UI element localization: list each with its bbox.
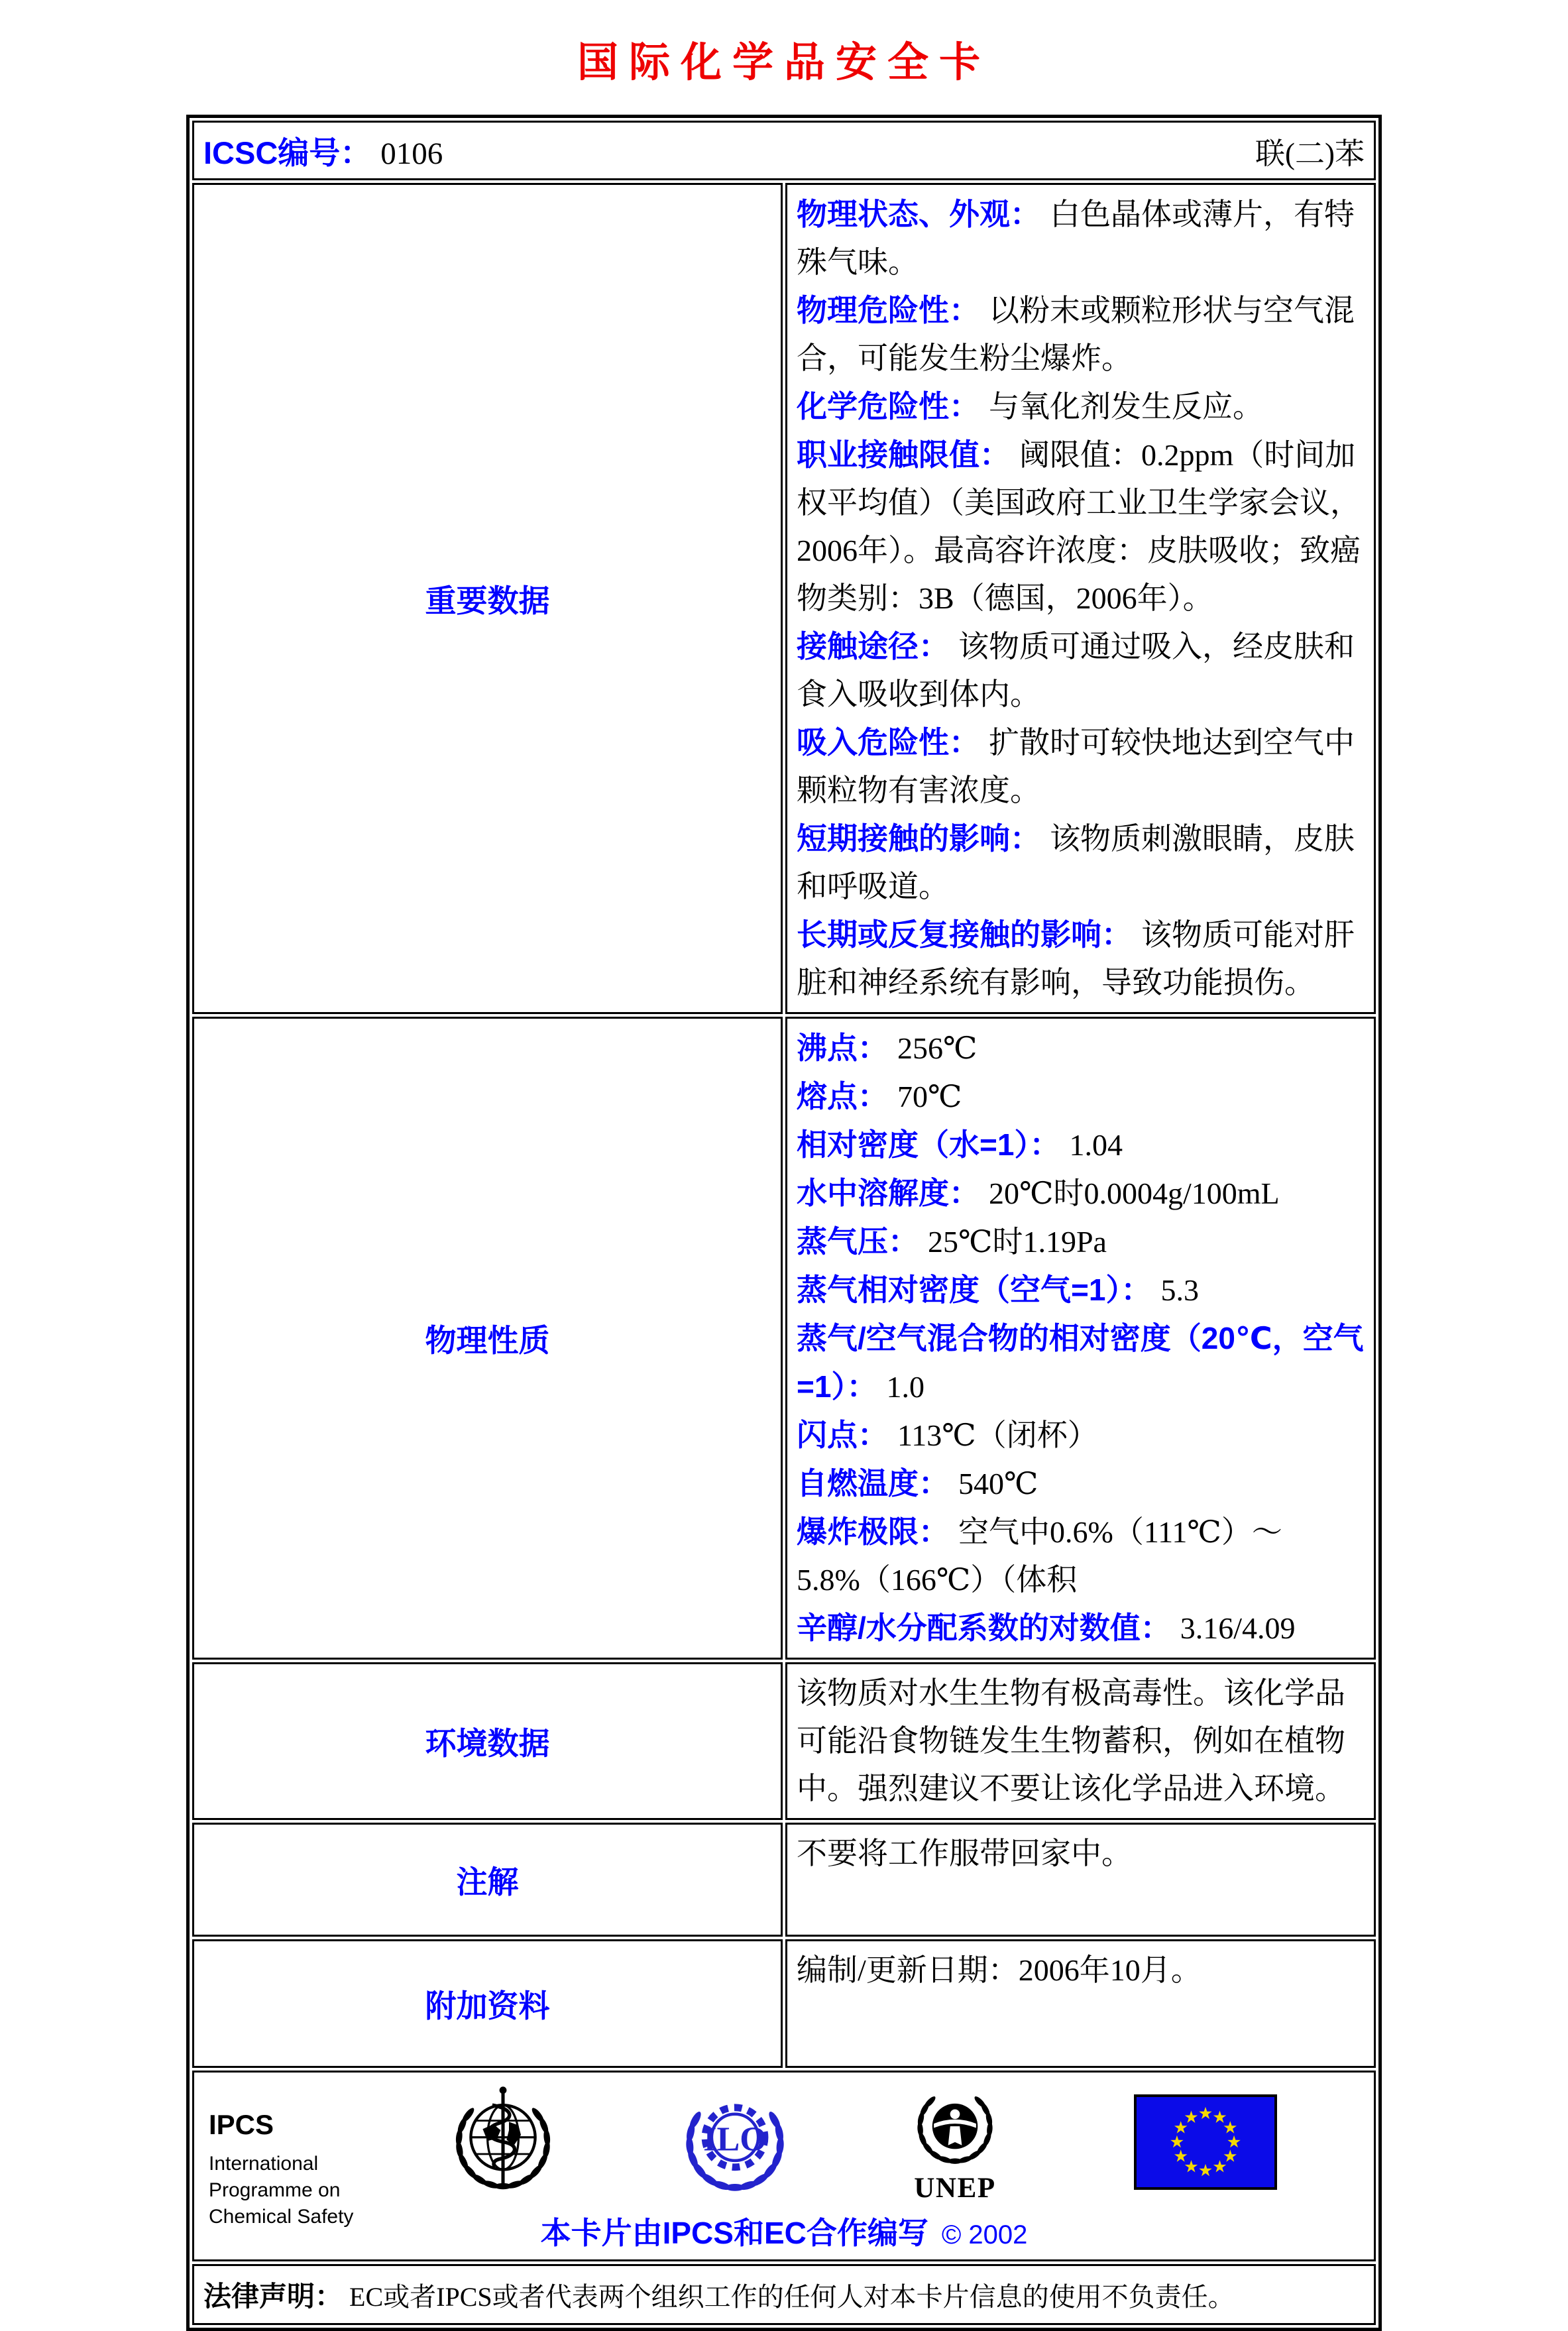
section-label-important-data: 重要数据	[192, 183, 783, 1014]
field-value: 该物质可通过吸入，经皮肤和食入吸收到体内。	[797, 630, 1355, 711]
section-label-physical-properties: 物理性质	[192, 1017, 783, 1660]
field-value: 1.04	[1069, 1128, 1123, 1162]
field-row	[797, 1508, 1365, 1604]
field-value: 256℃	[897, 1031, 978, 1065]
field-label: 蒸气/空气混合物的相对密度（20℃，空气=1）：	[797, 1321, 1364, 1404]
icsc-number-value: 0106	[380, 136, 443, 171]
field-value: 不要将工作服带回家中。	[797, 1837, 1132, 1870]
field-label: 物理危险性：	[797, 293, 980, 327]
section-row-notes	[192, 1823, 1376, 1937]
field-value: 1.0	[886, 1370, 924, 1404]
copyright-year: © 2002	[941, 2220, 1028, 2249]
logos-cell	[192, 2071, 1376, 2261]
icsc-number	[203, 129, 443, 173]
icsc-number-label: ICSC编号：	[203, 135, 372, 170]
field-label: 闪点：	[797, 1418, 888, 1452]
unep-logo-icon	[902, 2080, 1008, 2204]
field-row	[797, 1947, 1365, 1994]
field-row	[797, 1024, 1365, 1072]
field-value: 编制/更新日期：2006年10月。	[797, 1953, 1202, 1987]
field-row	[797, 1459, 1365, 1508]
section-content-additional-info	[785, 1939, 1376, 2068]
section-row-physical-properties	[192, 1017, 1376, 1660]
field-value: 该物质可能对肝脏和神经系统有影响，导致功能损伤。	[797, 918, 1355, 999]
ilo-logo-text: ILO	[703, 2120, 767, 2159]
ipcs-subtitle-line: International	[209, 2153, 319, 2175]
field-label: 接触途径：	[797, 629, 949, 663]
section-row-additional-info	[192, 1939, 1376, 2068]
field-value: 阈限值：0.2ppm（时间加权平均值）（美国政府工业卫生学家会议，2006年）。最高容许浓度：皮肤吸收；致癌物类别：3B（德国，2006年）。	[797, 438, 1361, 615]
field-label: 辛醇/水分配系数的对数值：	[797, 1611, 1171, 1645]
field-row	[797, 1411, 1365, 1459]
field-row	[797, 1169, 1365, 1218]
header-row	[192, 121, 1376, 180]
logo-strip	[442, 2079, 1365, 2205]
field-row	[797, 382, 1365, 431]
field-value: 与氧化剂发生反应。	[989, 390, 1263, 424]
ipcs-subtitle	[209, 2151, 353, 2230]
field-label: 短期接触的影响：	[797, 821, 1040, 856]
section-row-important-data	[192, 183, 1376, 1014]
field-label: 自燃温度：	[797, 1466, 949, 1501]
field-row	[797, 911, 1365, 1007]
section-content-important-data	[785, 183, 1376, 1014]
field-label: 吸入危险性：	[797, 725, 980, 760]
field-row	[797, 622, 1365, 718]
ipcs-logo-block	[209, 2110, 353, 2230]
section-content-notes	[785, 1823, 1376, 1937]
field-label: 水中溶解度：	[797, 1176, 980, 1210]
page-title: 国际化学品安全卡	[577, 40, 991, 85]
field-value: 70℃	[897, 1080, 962, 1113]
field-label: 长期或反复接触的影响：	[797, 917, 1132, 952]
logos-row	[192, 2071, 1376, 2261]
ipcs-subtitle-line: Chemical Safety	[209, 2206, 354, 2228]
field-value: 空气中0.6%（111℃）～5.8%（166℃）（体积	[797, 1515, 1282, 1597]
field-value: 白色晶体或薄片，有特殊气味。	[797, 198, 1355, 279]
cooperation-caption-text: 本卡片由IPCS和EC合作编写	[540, 2216, 928, 2250]
field-label: 化学危险性：	[797, 389, 980, 424]
section-row-environmental-data	[192, 1662, 1376, 1820]
field-row	[797, 718, 1365, 815]
section-content-environmental-data	[785, 1662, 1376, 1820]
field-row	[797, 1072, 1365, 1121]
field-label: 物理状态、外观：	[797, 197, 1040, 231]
field-row	[797, 190, 1365, 286]
field-label: 蒸气压：	[797, 1224, 919, 1259]
field-row	[797, 1830, 1365, 1878]
field-label: 沸点：	[797, 1031, 888, 1065]
ipcs-acronym: IPCS	[209, 2109, 274, 2140]
header-cell	[192, 121, 1376, 180]
section-label-additional-info: 附加资料	[192, 1939, 783, 2068]
section-label-notes: 注解	[192, 1823, 783, 1937]
field-value: 以粉末或颗粒形状与空气混合，可能发生粉尘爆炸。	[797, 294, 1355, 375]
legal-row	[192, 2264, 1376, 2325]
ilo-logo-icon	[675, 2082, 795, 2202]
field-value: 113℃（闭杯）	[897, 1418, 1098, 1452]
section-label-environmental-data: 环境数据	[192, 1662, 783, 1820]
field-row	[797, 1604, 1365, 1652]
field-label: 相对密度（水=1）：	[797, 1127, 1060, 1162]
field-row	[797, 815, 1365, 911]
field-value: 25℃时1.19Pa	[928, 1225, 1107, 1259]
field-label: 熔点：	[797, 1079, 888, 1113]
section-content-physical-properties	[785, 1017, 1376, 1660]
field-row	[797, 286, 1365, 382]
cooperation-caption	[203, 2209, 1365, 2253]
chemical-name: 联(二)苯	[1255, 137, 1365, 170]
field-label: 蒸气相对密度（空气=1）：	[797, 1273, 1152, 1307]
ipcs-subtitle-line: Programme on	[209, 2179, 341, 2201]
safety-card-table	[186, 115, 1382, 2331]
eu-flag-icon	[1134, 2094, 1277, 2190]
field-row	[797, 431, 1365, 622]
field-label: 职业接触限值：	[797, 437, 1010, 472]
field-row	[797, 1121, 1365, 1169]
field-value: 扩散时可较快地达到空气中颗粒物有害浓度。	[797, 726, 1355, 807]
field-value: 该物质刺激眼睛，皮肤和呼吸道。	[797, 822, 1355, 903]
field-value: 5.3	[1160, 1273, 1199, 1307]
field-row	[797, 1266, 1365, 1314]
field-label: 爆炸极限：	[797, 1514, 949, 1549]
field-value: 该物质对水生生物有极高毒性。该化学品可能沿食物链发生生物蓄积，例如在植物中。强烈建议不要让该化学品进入环境。	[797, 1676, 1345, 1805]
field-row	[797, 1218, 1365, 1266]
field-row	[797, 1314, 1365, 1411]
legal-cell	[192, 2264, 1376, 2325]
who-logo-icon	[442, 2082, 564, 2202]
legal-notice-label: 法律声明：	[203, 2281, 343, 2312]
field-value: 20℃时0.0004g/100mL	[989, 1176, 1280, 1210]
field-value: 3.16/4.09	[1180, 1611, 1296, 1645]
field-value: 540℃	[958, 1467, 1038, 1501]
field-row	[797, 1670, 1365, 1813]
unep-logo-text: UNEP	[914, 2172, 996, 2204]
legal-notice-text: EC或者IPCS或者代表两个组织工作的任何人对本卡片信息的使用不负责任。	[349, 2282, 1235, 2312]
